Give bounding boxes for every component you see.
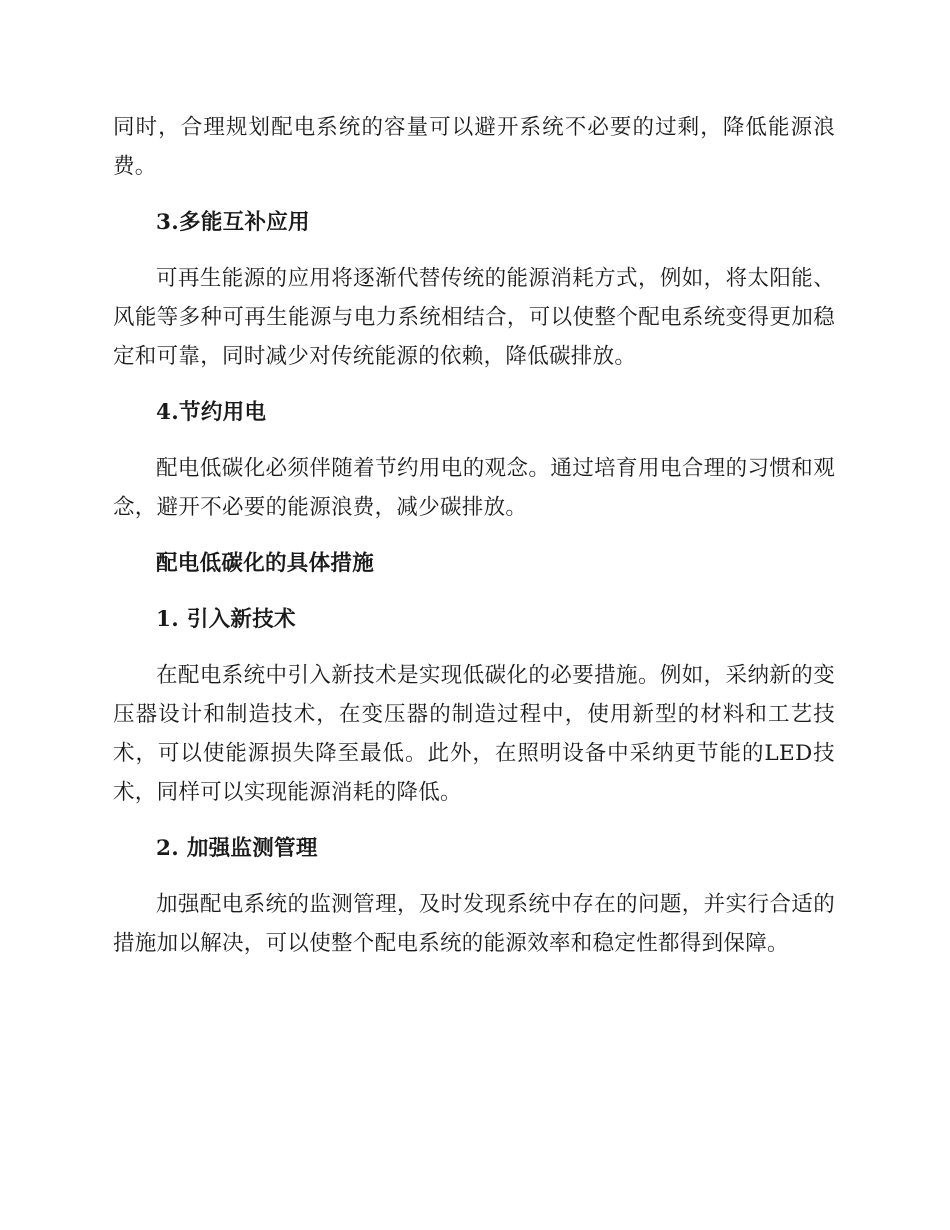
heading-specific-measures: 配电低碳化的具体措施 xyxy=(156,551,375,576)
heading-save-electricity: 4.节约用电 xyxy=(156,400,267,425)
paragraph-monitoring: 加强配电系统的监测管理，及时发现系统中存在的问题，并实行合适的措施加以解决，可以使整个配电系统的能源效率和稳定性都得到保障。 xyxy=(113,892,835,956)
paragraph-new-technology: 在配电系统中引入新技术是实现低碳化的必要措施。例如，采纳新的变压器设计和制造技术，在变压器的制造过程中，使用新型的材料和工艺技术，可以使能源损失降至最低。此外，在照明设备中采纳更节能的LED技术，同样可以实现能源消耗的降低。 xyxy=(113,663,835,805)
heading-new-technology: 1. 引入新技术 xyxy=(156,607,296,632)
document-body xyxy=(113,108,835,980)
paragraph-renewable-energy: 可再生能源的应用将逐渐代替传统的能源消耗方式，例如，将太阳能、风能等多种可再生能源与电力系统相结合，可以使整个配电系统变得更加稳定和可靠，同时减少对传统能源的依赖，降低碳排放。 xyxy=(113,266,835,369)
heading-multi-energy: 3.多能互补应用 xyxy=(156,210,310,235)
paragraph-save-electricity: 配电低碳化必须伴随着节约用电的观念。通过培育用电合理的习惯和观念，避开不必要的能源浪费，减少碳排放。 xyxy=(113,456,835,520)
heading-monitoring: 2. 加强监测管理 xyxy=(156,836,318,861)
paragraph-capacity-planning: 同时，合理规划配电系统的容量可以避开系统不必要的过剩，降低能源浪费。 xyxy=(113,115,835,179)
